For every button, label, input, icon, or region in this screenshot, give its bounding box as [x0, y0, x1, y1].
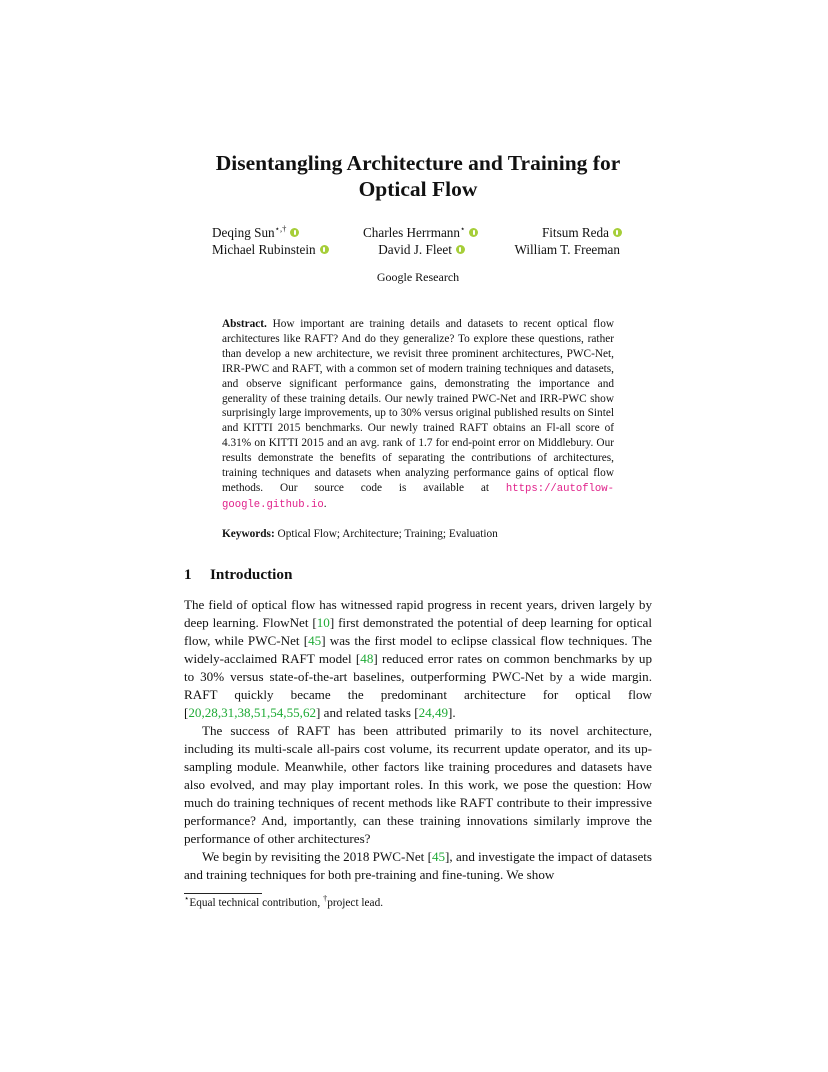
author-deqing-sun: Deqing Sun⋆,†: [212, 224, 299, 241]
footnote-rule: [184, 893, 262, 894]
footnote: ⋆Equal technical contribution, †project lead.: [184, 892, 384, 909]
author-david-fleet: David J. Fleet: [378, 241, 465, 258]
keywords: [222, 527, 614, 542]
title-line-1: Disentangling Architecture and Training for: [215, 151, 621, 175]
affiliation: Google Research: [376, 270, 460, 284]
orcid-icon[interactable]: [290, 228, 299, 237]
author-fitsum-reda: Fitsum Reda: [542, 224, 622, 241]
section-title: Introduction: [210, 565, 293, 583]
abstract-label: Abstract.: [222, 318, 267, 330]
source-code-link[interactable]: https://autoflow-google.github.io: [222, 482, 614, 511]
keywords-label: Keywords:: [222, 527, 275, 540]
paragraph-1: The field of optical flow has witnessed rapid progress in recent years, driven largely by deep learning. FlowNet [10] first demonstrated the potential of deep learning for optical flow, while PWC-Net [45] was the first model to eclipse classical flow techniques. The widely-acclaimed RAFT model [48] reduced error rates on common benchmarks by up to 30% versus state-of-the-art baselines, outperforming PWC-Net by a wide margin. RAFT quickly became the predominant architecture for optical flow [20,28,31,38,51,54,55,62] and related tasks [24,49].: [184, 596, 652, 721]
citation-link[interactable]: 48: [360, 650, 374, 666]
section-heading: [184, 566, 652, 584]
citation-link[interactable]: 20,28,31,38,51,54,55,62: [188, 705, 317, 721]
citation-link[interactable]: 45: [431, 849, 446, 865]
citation-link[interactable]: 10: [316, 614, 330, 630]
author-michael-rubinstein: Michael Rubinstein: [212, 241, 329, 258]
orcid-icon[interactable]: [456, 245, 465, 254]
citation-link[interactable]: 45: [308, 632, 322, 648]
paragraph-3: We begin by revisiting the 2018 PWC-Net [45], and investigate the impact of datasets and training techniques for both pre-training and fine-tuning. We show: [184, 849, 652, 883]
paper-title: [184, 150, 652, 202]
abstract: Abstract. How important are training details and datasets to recent optical flow architectures like RAFT? And do they generalize? To explore these questions, rather than develop a new architecture, we revisit three prominent architectures, PWC-Net, IRR-PWC and RAFT, with a common set of modern training techniques and datasets, and observe significant performance gains, demonstrating the importance and generality of these training details. Our newly trained PWC-Net and IRR-PWC show surprisingly large improvements, up to 30% versus original published results on Sintel and KITTI 2015 benchmarks. Our newly trained RAFT obtains an Fl-all score of 4.31% on KITTI 2015 and an avg. rank of 1.7 for end-point error on Middlebury. Our results demonstrate the benefits of separating the contributions of architectures, training techniques and datasets when analyzing performance gains of optical flow methods. Our source code is available at https://autoflow-google.github.io.: [222, 318, 615, 511]
orcid-icon[interactable]: [320, 245, 329, 254]
author-mark: ⋆: [460, 223, 466, 234]
author-list: [184, 224, 652, 258]
section-number: 1: [184, 565, 192, 583]
author-row-1: [184, 224, 652, 241]
paragraph-2: The success of RAFT has been attributed primarily to its novel architecture, including its multi-scale all-pairs cost volume, its recurrent update operator, and its up-sampling module. Meanwhile, other factors like training procedures and datasets have also evolved, and may play important roles. In this work, we pose the question: How much do training techniques of recent methods like RAFT contribute to their impressive performance? And, importantly, can these training innovations similarly improve the performance of other architectures?: [184, 723, 652, 847]
keywords-text: Optical Flow; Architecture; Training; Evaluation: [277, 527, 498, 540]
orcid-icon[interactable]: [469, 228, 478, 237]
paper-page: [184, 150, 652, 910]
orcid-icon[interactable]: [613, 228, 622, 237]
introduction-body: [184, 596, 652, 885]
author-row-2: [184, 241, 652, 258]
abstract-text: How important are training details and datasets to recent optical flow architectures like RAFT? And do they generalize? To explore these questions, rather than develop a new architecture, we revisit three prominent architectures, PWC-Net, IRR-PWC and RAFT, with a common set of modern training techniques and datasets, and observe significant performance gains, demonstrating the importance and generality of these training details. Our newly trained PWC-Net and IRR-PWC show surprisingly large improvements, up to 30% versus original published results on Sintel and KITTI 2015 benchmarks. Our newly trained RAFT obtains an Fl-all score of 4.31% on KITTI 2015 and an avg. rank of 1.7 for end-point error on Middlebury. Our results demonstrate the benefits of separating the contributions of architectures, training techniques and datasets when analyzing performance gains of optical flow methods. Our source code is available at: [222, 318, 615, 494]
author-charles-herrmann: Charles Herrmann⋆: [363, 224, 478, 241]
author-mark: ⋆,†: [274, 223, 287, 234]
author-william-freeman: William T. Freeman: [514, 242, 620, 257]
title-line-2: Optical Flow: [358, 177, 478, 201]
citation-link[interactable]: 24,49: [418, 705, 449, 721]
